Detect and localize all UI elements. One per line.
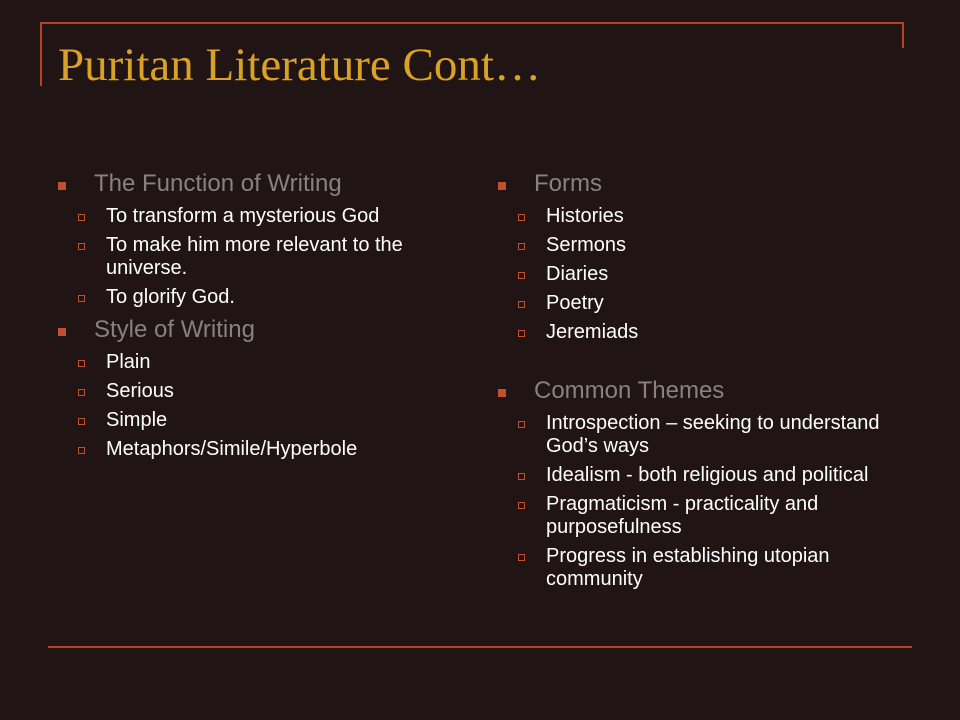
list-item	[58, 205, 468, 228]
section-heading-text: Style of Writing	[94, 316, 255, 343]
hollow-square-bullet-icon	[78, 360, 85, 367]
list-item	[58, 380, 468, 403]
list-item	[498, 263, 908, 286]
hollow-square-bullet-icon	[78, 243, 85, 250]
list-item-text: Poetry	[546, 292, 604, 314]
list-item-text: Idealism - both religious and political	[546, 464, 869, 486]
list-item	[498, 545, 908, 591]
hollow-square-bullet-icon	[518, 554, 525, 561]
hollow-square-bullet-icon	[518, 502, 525, 509]
hollow-square-bullet-icon	[78, 214, 85, 221]
list-item	[498, 464, 908, 487]
list-item	[498, 412, 908, 458]
square-bullet-icon	[498, 389, 506, 397]
list-item-text: Metaphors/Simile/Hyperbole	[106, 438, 358, 460]
hollow-square-bullet-icon	[78, 418, 85, 425]
section-heading-text: The Function of Writing	[94, 170, 342, 197]
list-item	[58, 234, 468, 280]
right-border-line	[902, 22, 904, 48]
hollow-square-bullet-icon	[518, 214, 525, 221]
section-forms	[498, 169, 908, 344]
left-column	[58, 169, 468, 461]
list-item-text: Jeremiads	[546, 321, 639, 343]
hollow-square-bullet-icon	[78, 295, 85, 302]
list-item	[498, 292, 908, 315]
list-item	[58, 438, 468, 461]
list-item	[498, 321, 908, 344]
square-bullet-icon	[58, 182, 66, 190]
hollow-square-bullet-icon	[518, 272, 525, 279]
right-column	[498, 169, 908, 591]
list-item-text: Progress in establishing utopian community	[546, 545, 830, 590]
hollow-square-bullet-icon	[518, 473, 525, 480]
list-item-text: Pragmaticism - practicality and purposefulness	[546, 493, 819, 538]
section-heading	[498, 169, 908, 199]
hollow-square-bullet-icon	[518, 421, 525, 428]
square-bullet-icon	[498, 182, 506, 190]
section-heading	[498, 376, 908, 406]
section-function-of-writing	[58, 169, 468, 309]
list-item-text: To transform a mysterious God	[106, 205, 380, 227]
section-heading-text: Forms	[534, 170, 602, 197]
list-item-text: Introspection – seeking to understand God’s ways	[546, 412, 880, 457]
hollow-square-bullet-icon	[78, 447, 85, 454]
list-item	[498, 493, 908, 539]
top-border-line	[40, 22, 904, 24]
square-bullet-icon	[58, 328, 66, 336]
list-item	[58, 409, 468, 432]
slide-title: Puritan Literature Cont…	[58, 39, 541, 91]
hollow-square-bullet-icon	[518, 301, 525, 308]
list-item-text: Simple	[106, 409, 168, 431]
list-item	[58, 286, 468, 309]
list-item-text: Plain	[106, 351, 151, 373]
bullet-list	[498, 205, 908, 344]
list-item-text: To glorify God.	[106, 286, 235, 308]
section-heading	[58, 169, 468, 199]
section-heading-text: Common Themes	[534, 377, 725, 404]
section-common-themes	[498, 376, 908, 591]
list-item	[498, 234, 908, 257]
list-item-text: Sermons	[546, 234, 627, 256]
left-border-line	[40, 22, 42, 86]
list-item-text: To make him more relevant to the universe.	[106, 234, 403, 279]
bullet-list	[498, 412, 908, 591]
list-item-text: Serious	[106, 380, 174, 402]
list-item-text: Histories	[546, 205, 624, 227]
list-item	[58, 351, 468, 374]
list-item-text: Diaries	[546, 263, 609, 285]
hollow-square-bullet-icon	[78, 389, 85, 396]
list-item	[498, 205, 908, 228]
section-heading	[58, 315, 468, 345]
hollow-square-bullet-icon	[518, 330, 525, 337]
bottom-border-line	[48, 646, 912, 648]
hollow-square-bullet-icon	[518, 243, 525, 250]
bullet-list	[58, 205, 468, 309]
bullet-list	[58, 351, 468, 461]
section-style-of-writing	[58, 315, 468, 461]
